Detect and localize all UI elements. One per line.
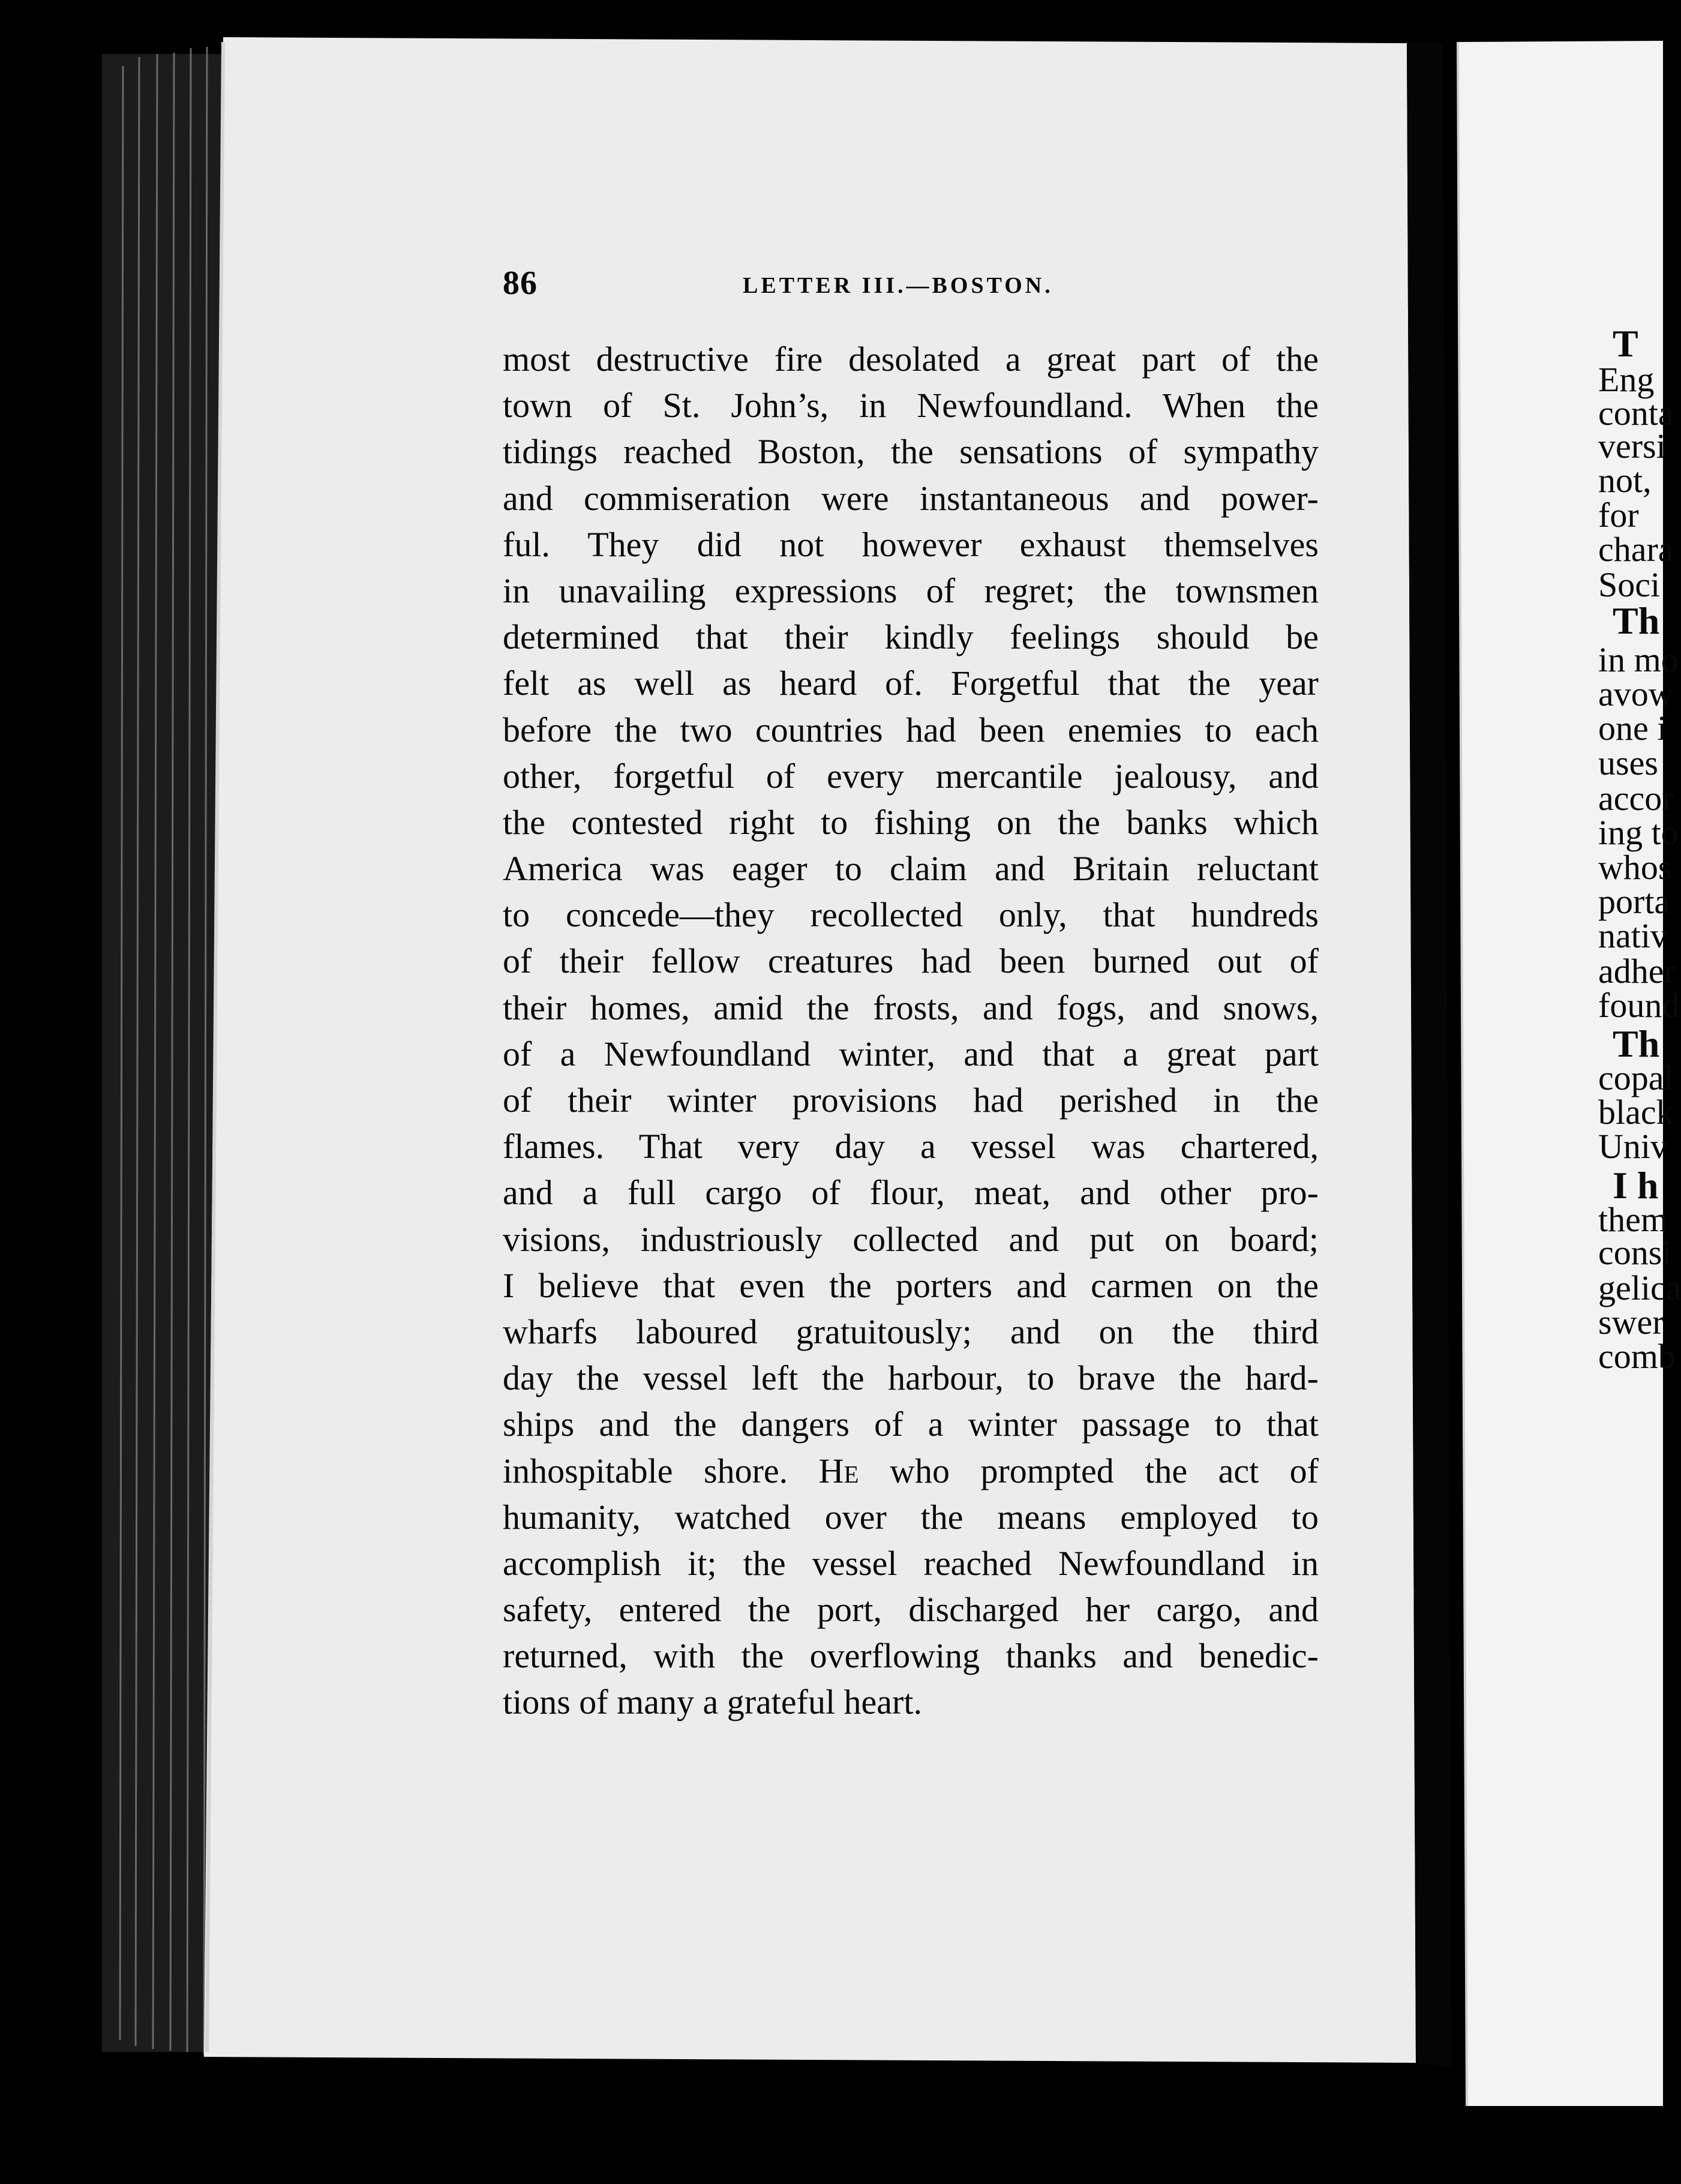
text-line: ships and the dangers of a winter passage to that [503,1405,1319,1444]
facing-line-fragment: whos [1598,848,1672,887]
text-line: tions of many a grateful heart. [503,1682,922,1722]
facing-line-fragment: Th [1613,599,1660,642]
facing-line-fragment: Univ [1598,1127,1668,1166]
body-text [503,336,1319,1726]
text-line: determined that their kindly feelings should be [503,617,1319,657]
running-title: LETTER III.—BOSTON. [743,273,1053,298]
text-line: and commiseration were instantaneous and power- [503,478,1319,518]
text-line: wharfs laboured gratuitously; and on the third [503,1312,1319,1351]
facing-line-fragment: Th [1613,1022,1660,1066]
facing-line-fragment: accor [1598,778,1674,818]
facing-line-fragment: I h [1613,1163,1659,1207]
facing-page-text [1581,322,1681,1376]
facing-line-fragment: nativ [1598,916,1668,956]
facing-line-fragment: chara [1598,530,1674,569]
facing-line-fragment: Eng [1598,360,1655,400]
text-line [503,1448,1319,1494]
text-line: accomplish it; the vessel reached Newfoundland in [503,1543,1319,1583]
text-line: of a Newfoundland winter, and that a great part [503,1034,1319,1073]
text-line: of their winter provisions had perished in the [503,1081,1319,1120]
facing-line-fragment: avow [1598,674,1674,713]
text-line: flames. That very day a vessel was chartered, [503,1127,1319,1166]
text-line: to concede—they recollected only, that hundreds [503,895,1319,935]
text-line: America was eager to claim and Britain reluctant [503,849,1319,889]
facing-line-fragment: found [1598,985,1680,1025]
text-line: humanity, watched over the means employed to [503,1497,1319,1537]
running-head [503,264,1337,312]
facing-line-fragment: T [1613,322,1638,365]
text-run: who prompted the act of [858,1451,1319,1490]
facing-line-fragment: not, [1598,460,1652,500]
text-run: inhospitable shore. [503,1451,819,1490]
facing-line-fragment: Soci [1598,565,1661,604]
facing-line-fragment: them [1598,1199,1668,1239]
facing-line-fragment: for [1598,496,1639,535]
facing-line-fragment: one i [1598,708,1667,748]
facing-line-fragment: in mo [1598,640,1679,679]
text-line: of their fellow creatures had been burned out of [503,941,1319,981]
page-number: 86 [503,265,538,302]
text-line: before the two countries had been enemies to each [503,710,1319,749]
facing-line-fragment: consi [1598,1233,1672,1273]
facing-line-fragment: ing to [1598,812,1679,852]
text-line: visions, industriously collected and put on board; [503,1219,1319,1259]
facing-line-fragment: uses [1598,743,1658,783]
text-line: tidings reached Boston, the sensations of sympathy [503,432,1319,472]
text-line: town of St. John’s, in Newfoundland. When the [503,386,1319,425]
facing-line-fragment: copal [1598,1058,1674,1098]
facing-line-fragment: black [1598,1093,1674,1132]
text-line: returned, with the overflowing thanks and benedic- [503,1636,1319,1676]
text-line: most destructive fire desolated a great part of the [503,340,1319,379]
facing-line-fragment: porta [1598,882,1670,922]
facing-line-fragment: swer [1598,1302,1664,1342]
facing-line-fragment: comb [1598,1336,1676,1376]
facing-line-fragment: gelica [1598,1268,1681,1307]
text-line: their homes, amid the frosts, and fogs, and snows, [503,988,1319,1027]
text-line: and a full cargo of flour, meat, and other pro- [503,1173,1319,1213]
text-line: safety, entered the port, discharged her cargo, and [503,1590,1319,1630]
text-line: I believe that even the porters and carmen on the [503,1265,1319,1305]
facing-line-fragment: adher [1598,951,1676,991]
small-caps-word: He [818,1451,859,1490]
text-line: other, forgetful of every mercantile jealousy, and [503,756,1319,796]
text-line: ful. They did not however exhaust themselves [503,524,1319,564]
text-line: in unavailing expressions of regret; the townsmen [503,571,1319,610]
text-line: felt as well as heard of. Forgetful that the year [503,664,1319,703]
text-line: the contested right to fishing on the banks which [503,802,1319,842]
facing-line-fragment: versi [1598,426,1666,466]
facing-line-fragment: conta [1598,393,1674,433]
text-line: day the vessel left the harbour, to brave the hard- [503,1358,1319,1398]
